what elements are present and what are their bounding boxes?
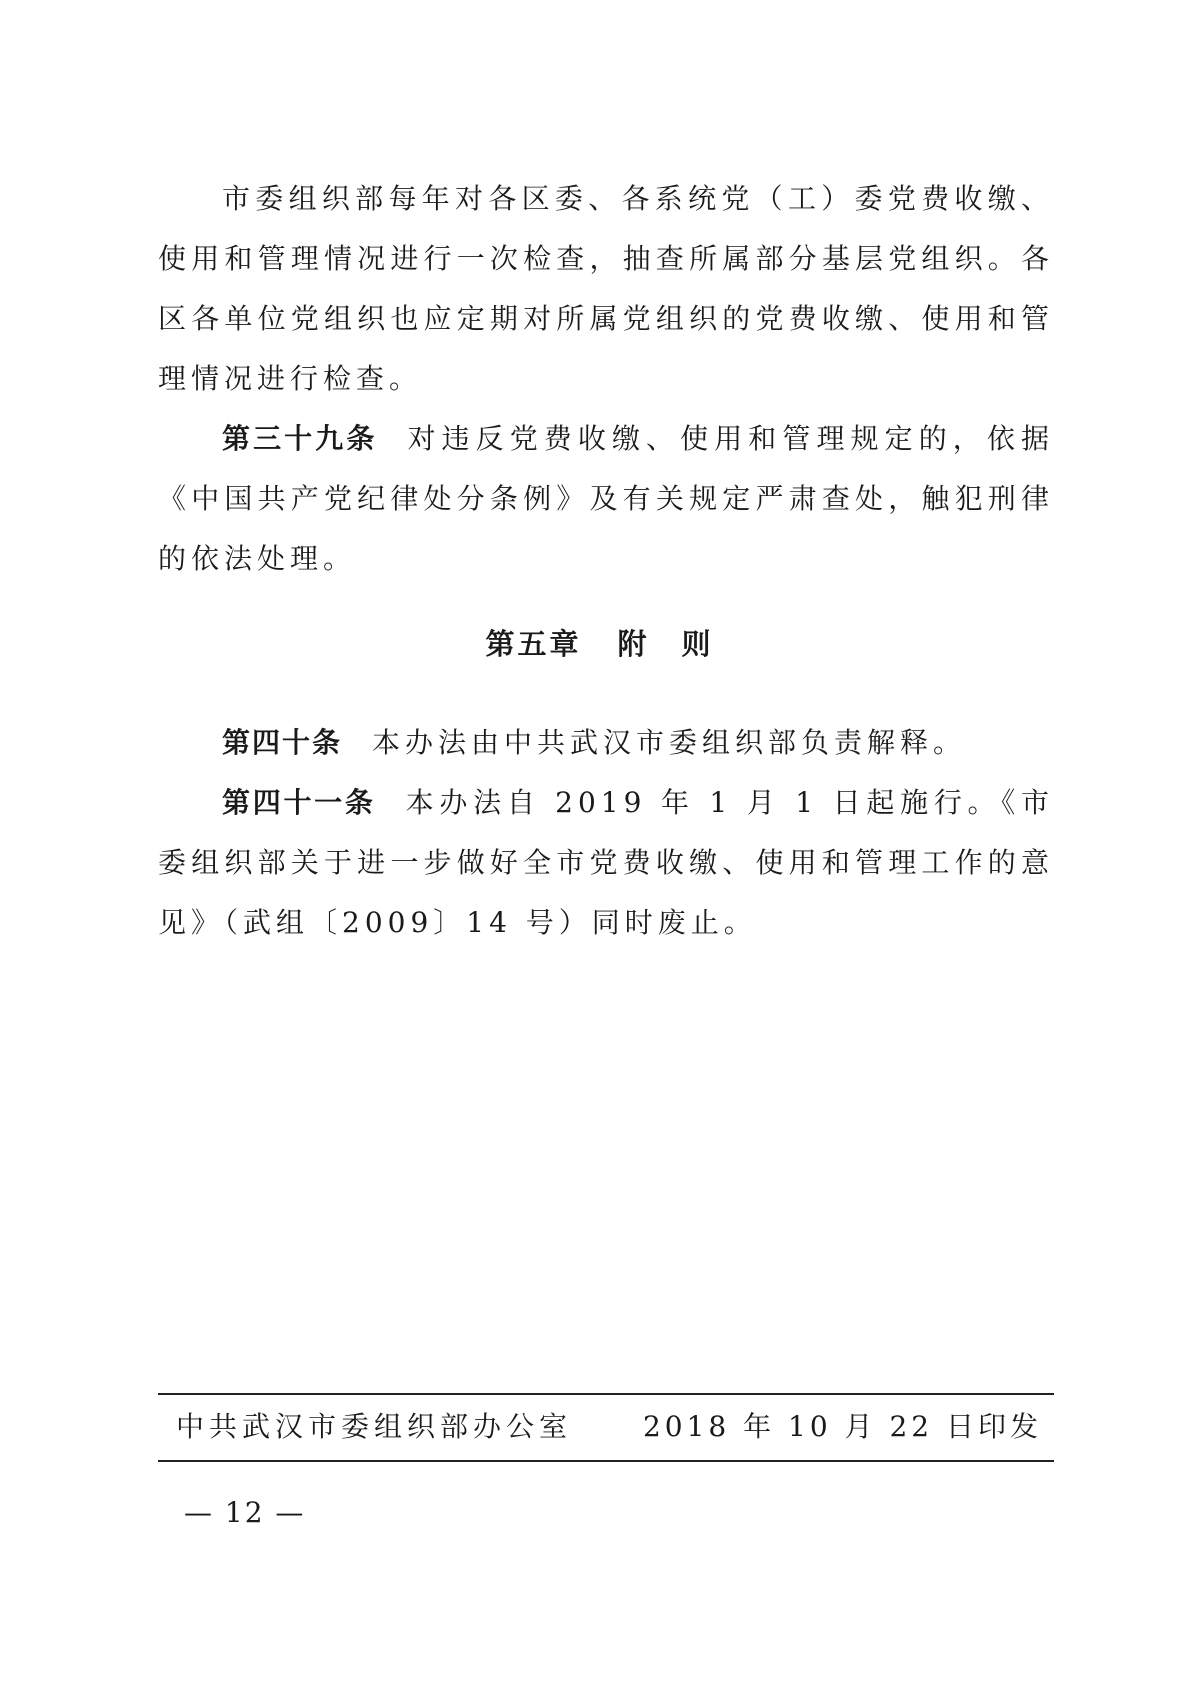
article-41 bbox=[158, 773, 1054, 953]
footer-issue-date: 2018 年 10 月 22 日印发 bbox=[642, 1410, 1042, 1443]
chapter-title: 附 则 bbox=[617, 627, 714, 661]
chapter-label: 第五章 bbox=[485, 627, 582, 661]
footer-bottom-rule bbox=[158, 1460, 1054, 1462]
footer-top-rule bbox=[158, 1393, 1054, 1395]
chapter-heading bbox=[0, 622, 1199, 666]
article-39 bbox=[158, 409, 1054, 589]
footer-issuer: 中共武汉市委组织部办公室 bbox=[176, 1410, 573, 1443]
article-40-text: 本办法由中共武汉市委组织部负责解释。 bbox=[372, 726, 967, 759]
article-39-label: 第三十九条 bbox=[222, 422, 378, 455]
article-40 bbox=[158, 713, 1054, 773]
article-40-label: 第四十条 bbox=[222, 726, 343, 759]
article-41-text: 本办法自 2019 年 1 月 1 日起施行。《市委组织部关于进一步做好全市党费收缴、使用和管理工作的意见》（武组〔2009〕14 号）同时废止。 bbox=[158, 786, 1054, 939]
paragraph-inspection: 市委组织部每年对各区委、各系统党（工）委党费收缴、使用和管理情况进行一次检查，抽查所属部分基层党组织。各区各单位党组织也应定期对所属党组织的党费收缴、使用和管理情况进行检查。 bbox=[158, 182, 1054, 395]
page-number: — 12 — bbox=[184, 1496, 306, 1529]
article-39-text: 对违反党费收缴、使用和管理规定的，依据《中国共产党纪律处分条例》及有关规定严肃查处，触犯刑律的依法处理。 bbox=[158, 422, 1054, 575]
article-41-label: 第四十一条 bbox=[222, 786, 376, 819]
